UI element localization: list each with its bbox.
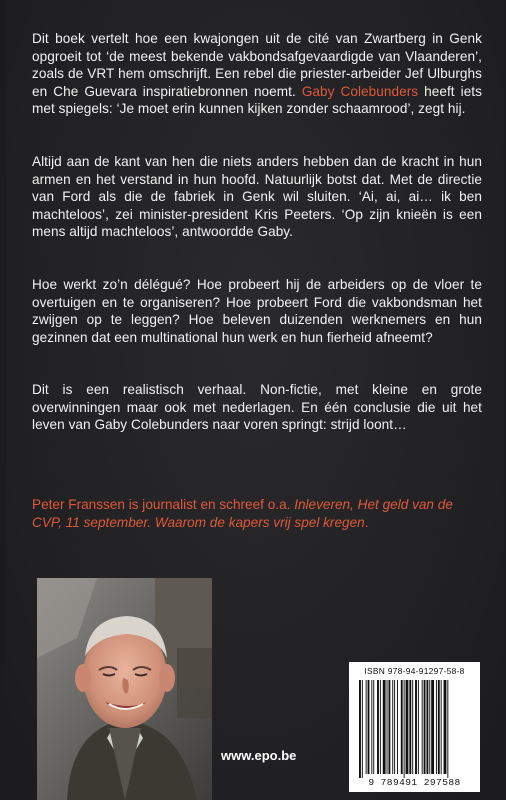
blurb-text: heeft iets met spiegels: ‘Je moet erin kunnen kijken zonder schaamrood’, zegt hij. <box>32 83 482 116</box>
barcode-bar <box>415 680 417 774</box>
author-photo <box>37 578 212 800</box>
protagonist-name: Gaby Colebunders <box>301 83 419 99</box>
blurb-paragraph-3: Hoe werkt zo’n délégué? Hoe probeert hij de arbeiders op de vloer te overtuigen en te organiseren? Hoe probeert Ford die vakbondsman het zwijgen op te leggen? Hoe beleven duizenden werknemers en hun gezinnen dat een multinational hun werk en hun fierheid afneemt? <box>32 277 482 345</box>
author-portrait-illustration <box>37 578 212 800</box>
author-note <box>32 496 484 531</box>
barcode-bar <box>436 680 437 774</box>
barcode-bar <box>392 680 393 774</box>
barcode-bar <box>431 680 434 774</box>
barcode-bar <box>409 680 411 774</box>
author-note-text: Peter Franssen is journalist en schreef o.a. <box>32 497 295 512</box>
barcode-bar <box>412 680 413 774</box>
barcode-bar <box>438 680 440 774</box>
barcode-bar <box>359 680 361 778</box>
blurb-paragraph-4: Dit is een realistisch verhaal. Non-fictie, met kleine en grote overwinningen maar ook met nederlagen. En één conclusie die uit het leven van Gaby Colebunders naar voren springt: strijd loont… <box>32 382 482 432</box>
author-book-titles: Inleveren, Het geld van de CVP, 11 september. Waarom de kapers vrij spel kregen <box>32 497 453 530</box>
barcode-bar <box>422 680 423 774</box>
barcode-bar <box>373 680 374 774</box>
barcode-bar <box>366 680 367 774</box>
author-note-end: . <box>364 514 369 530</box>
barcode-bar <box>401 680 403 774</box>
barcode-bar <box>444 680 447 774</box>
barcode-bar <box>377 680 379 774</box>
isbn-barcode <box>349 662 480 792</box>
barcode-bar <box>429 680 430 774</box>
barcode-bar <box>447 680 448 778</box>
barcode-bar <box>371 680 372 774</box>
back-cover <box>6 0 504 800</box>
blurb-text: Dit boek vertelt hoe een kwajongen uit de cité van Zwartberg in Genk opgroeit tot ‘de meest bekende vakbondsafgevaardigde van Vlaanderen’, zoals de VRT hem omschrijft. Een rebel die priester-arbeider Jef Ulburghs en Che Guevara inspiratiebronnen noemt. <box>32 31 482 99</box>
barcode-bar <box>426 680 428 774</box>
publisher-website: www.epo.be <box>221 748 297 763</box>
isbn-label: ISBN 978-94-91297-58-8 <box>364 666 465 676</box>
barcode-bar <box>394 680 395 774</box>
barcode-bar <box>388 680 390 774</box>
barcode-bar <box>362 680 363 778</box>
barcode-bar <box>368 680 370 774</box>
barcode-bars <box>349 662 480 792</box>
barcode-bar <box>406 680 409 774</box>
barcode-bar <box>441 680 442 774</box>
barcode-number: 9 789491 297588 <box>368 777 461 788</box>
barcode-bar <box>424 680 426 774</box>
barcode-bar <box>387 680 388 774</box>
blurb-paragraph-2: Altijd aan de kant van hen die niets anders hebben dan de kracht in hun armen en het verstand in hun hoofd. Natuurlijk botst dat. Met de directie van Ford als die de fabriek in Genk wil sluiten. ‘Ai, ai, ai… ik ben machteloos’, zei minister-president Kris Peeters. ‘Op zijn knieën is een mens altijd machteloos’, antwoordde Gaby. <box>32 154 482 239</box>
barcode-bar <box>418 680 419 774</box>
barcode-bar <box>397 680 398 774</box>
barcode-bar <box>383 680 386 774</box>
blurb-paragraph-1 <box>32 30 482 118</box>
barcode-bar <box>404 680 405 778</box>
barcode-bar <box>380 680 381 774</box>
